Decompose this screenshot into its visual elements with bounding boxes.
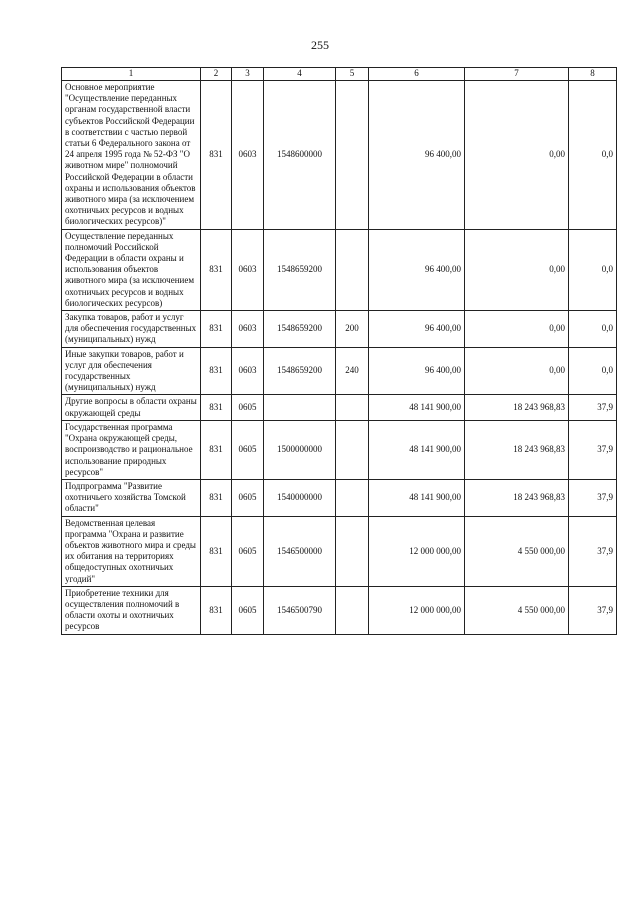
column-header: 6 bbox=[369, 68, 465, 81]
ministry-code: 831 bbox=[201, 420, 232, 479]
table-row bbox=[62, 81, 617, 230]
plan-amount: 96 400,00 bbox=[369, 81, 465, 230]
section-code: 0603 bbox=[232, 347, 264, 395]
ministry-code: 831 bbox=[201, 81, 232, 230]
plan-amount: 96 400,00 bbox=[369, 347, 465, 395]
ministry-code: 831 bbox=[201, 395, 232, 420]
executed-amount: 0,00 bbox=[465, 81, 569, 230]
column-header: 8 bbox=[569, 68, 617, 81]
column-header: 7 bbox=[465, 68, 569, 81]
executed-amount: 0,00 bbox=[465, 229, 569, 310]
column-header: 4 bbox=[264, 68, 336, 81]
item-name: Подпрограмма "Развитие охотничьего хозяйства Томской области" bbox=[62, 479, 201, 516]
target-article-code: 1546500790 bbox=[264, 586, 336, 634]
table-row bbox=[62, 479, 617, 516]
target-article-code: 1548659200 bbox=[264, 311, 336, 348]
expense-type-code: 240 bbox=[336, 347, 369, 395]
expense-type-code bbox=[336, 420, 369, 479]
target-article-code bbox=[264, 395, 336, 420]
expense-type-code bbox=[336, 586, 369, 634]
item-name: Ведомственная целевая программа "Охрана и развитие объектов животного мира и среды их обитания на территориях общедоступных охотничьих угодий" bbox=[62, 516, 201, 586]
executed-amount: 18 243 968,83 bbox=[465, 395, 569, 420]
item-name: Иные закупки товаров, работ и услуг для обеспечения государственных (муниципальных) нужд bbox=[62, 347, 201, 395]
execution-percent: 37,9 bbox=[569, 586, 617, 634]
target-article-code: 1548659200 bbox=[264, 229, 336, 310]
ministry-code: 831 bbox=[201, 479, 232, 516]
section-code: 0603 bbox=[232, 81, 264, 230]
plan-amount: 96 400,00 bbox=[369, 311, 465, 348]
ministry-code: 831 bbox=[201, 229, 232, 310]
execution-percent: 0,0 bbox=[569, 81, 617, 230]
table-row bbox=[62, 395, 617, 420]
execution-percent: 0,0 bbox=[569, 229, 617, 310]
section-code: 0605 bbox=[232, 586, 264, 634]
target-article-code: 1540000000 bbox=[264, 479, 336, 516]
table-row bbox=[62, 516, 617, 586]
item-name: Другие вопросы в области охраны окружающей среды bbox=[62, 395, 201, 420]
column-number-row bbox=[62, 68, 617, 81]
expense-type-code bbox=[336, 229, 369, 310]
section-code: 0605 bbox=[232, 395, 264, 420]
target-article-code: 1546500000 bbox=[264, 516, 336, 586]
plan-amount: 48 141 900,00 bbox=[369, 395, 465, 420]
section-code: 0605 bbox=[232, 516, 264, 586]
executed-amount: 4 550 000,00 bbox=[465, 516, 569, 586]
section-code: 0605 bbox=[232, 479, 264, 516]
plan-amount: 12 000 000,00 bbox=[369, 586, 465, 634]
execution-percent: 0,0 bbox=[569, 347, 617, 395]
execution-percent: 0,0 bbox=[569, 311, 617, 348]
section-code: 0605 bbox=[232, 420, 264, 479]
table-row bbox=[62, 311, 617, 348]
ministry-code: 831 bbox=[201, 586, 232, 634]
plan-amount: 12 000 000,00 bbox=[369, 516, 465, 586]
column-header: 5 bbox=[336, 68, 369, 81]
executed-amount: 18 243 968,83 bbox=[465, 479, 569, 516]
expense-type-code bbox=[336, 81, 369, 230]
table-row bbox=[62, 586, 617, 634]
item-name: Закупка товаров, работ и услуг для обеспечения государственных (муниципальных) нужд bbox=[62, 311, 201, 348]
column-header: 2 bbox=[201, 68, 232, 81]
table-row bbox=[62, 347, 617, 395]
page-number: 255 bbox=[311, 38, 329, 52]
executed-amount: 0,00 bbox=[465, 311, 569, 348]
ministry-code: 831 bbox=[201, 516, 232, 586]
expense-type-code bbox=[336, 516, 369, 586]
ministry-code: 831 bbox=[201, 311, 232, 348]
item-name: Основное мероприятие "Осуществление переданных органам государственной власти субъектов Российской Федерации в соответствии с частью первой статьи 6 Федерального закона от 24 апреля 1995 года № 52-ФЗ "О животном мире" полномочий Российской Федерации в области охраны и использования объектов животного мира (за исключением охотничьих ресурсов и водных биологических ресурсов)" bbox=[62, 81, 201, 230]
execution-percent: 37,9 bbox=[569, 516, 617, 586]
expense-type-code bbox=[336, 395, 369, 420]
expense-type-code: 200 bbox=[336, 311, 369, 348]
column-header: 1 bbox=[62, 68, 201, 81]
executed-amount: 4 550 000,00 bbox=[465, 586, 569, 634]
section-code: 0603 bbox=[232, 311, 264, 348]
item-name: Приобретение техники для осуществления полномочий в области охоты и охотничьих ресурсов bbox=[62, 586, 201, 634]
execution-percent: 37,9 bbox=[569, 420, 617, 479]
executed-amount: 0,00 bbox=[465, 347, 569, 395]
ministry-code: 831 bbox=[201, 347, 232, 395]
item-name: Государственная программа "Охрана окружающей среды, воспроизводство и рациональное использование природных ресурсов" bbox=[62, 420, 201, 479]
table-row bbox=[62, 229, 617, 310]
target-article-code: 1548659200 bbox=[264, 347, 336, 395]
plan-amount: 96 400,00 bbox=[369, 229, 465, 310]
plan-amount: 48 141 900,00 bbox=[369, 420, 465, 479]
execution-percent: 37,9 bbox=[569, 479, 617, 516]
execution-percent: 37,9 bbox=[569, 395, 617, 420]
target-article-code: 1548600000 bbox=[264, 81, 336, 230]
plan-amount: 48 141 900,00 bbox=[369, 479, 465, 516]
budget-table bbox=[61, 67, 617, 635]
column-header: 3 bbox=[232, 68, 264, 81]
target-article-code: 1500000000 bbox=[264, 420, 336, 479]
section-code: 0603 bbox=[232, 229, 264, 310]
item-name: Осуществление переданных полномочий Российской Федерации в области охраны и использования объектов животного мира (за исключением охотничьих ресурсов и водных биологических ресурсов) bbox=[62, 229, 201, 310]
table-row bbox=[62, 420, 617, 479]
expense-type-code bbox=[336, 479, 369, 516]
executed-amount: 18 243 968,83 bbox=[465, 420, 569, 479]
